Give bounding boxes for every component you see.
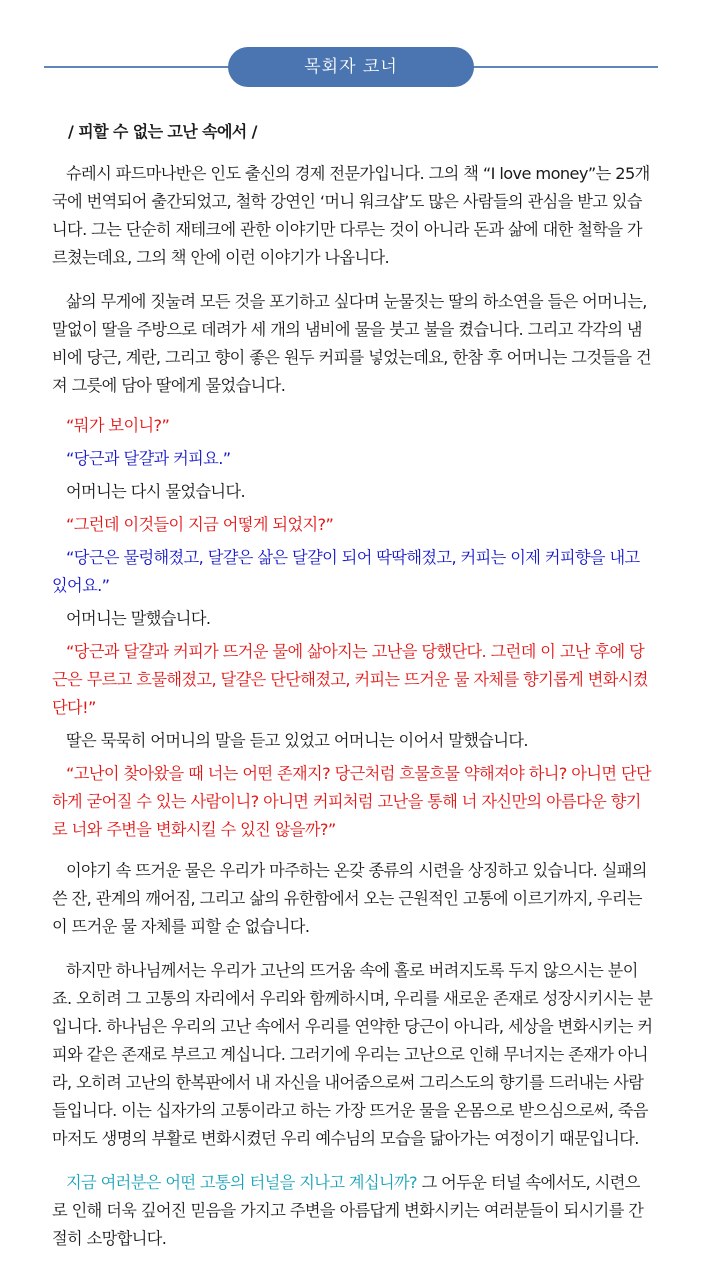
closing-question: 지금 여러분은 어떤 고통의 터널을 지나고 계십니까?: [66, 1173, 418, 1192]
dialogue-mother-speech-2: “고난이 찾아왔을 때 너는 어떤 존재지? 당근처럼 흐물흐물 약해져야 하니? 아니면 단단하게 굳어질 수 있는 사람이니? 아니면 커피처럼 고난을 통해 너 자신만의 아름다운 향기로 너와 주변을 변화시킬 수 있진 않을까?”: [52, 764, 652, 839]
paragraph-meaning: 이야기 속 뜨거운 물은 우리가 마주하는 온갖 종류의 시련을 상징하고 있습니다. 실패의 쓴 잔, 관계의 깨어짐, 그리고 삶의 유한함에서 오는 근원적인 고통에 이르기까지, 우리는 이 뜨거운 물 자체를 피할 순 없습니다.: [52, 861, 647, 936]
narration-1: 어머니는 다시 물었습니다.: [66, 482, 246, 501]
paragraph-closing: [52, 1169, 654, 1253]
narration-2: 어머니는 말했습니다.: [66, 609, 211, 628]
paragraph-intro: 슈레시 파드마나반은 인도 출신의 경제 전문가입니다. 그의 책 “I love money”는 25개국에 번역되어 출간되었고, 철학 강연인 ‘머니 워크샵’도 많은 사람들의 관심을 받고 있습니다. 그는 단순히 재테크에 관한 이야기만 다루는 것이 아니라 돈과 삶에 대한 철학을 가르쳤는데요, 그의 책 안에 이런 이야기가 나옵니다.: [52, 164, 650, 267]
article-subtitle: / 피할 수 없는 고난 속에서 /: [68, 122, 257, 141]
dialogue-mother-question-2: “그런데 이것들이 지금 어떻게 되었지?”: [66, 515, 334, 534]
closing-prayer: 그 어두운 터널 속에서도, 시련으로 인해 더욱 깊어진 믿음을 가지고 주변을 아름답게 변화시키는 여러분들이 되시기를 간절히 소망합니다.: [52, 1173, 644, 1248]
paragraph-god: 하지만 하나님께서는 우리가 고난의 뜨거움 속에 홀로 버려지도록 두지 않으시는 분이죠. 오히려 그 고통의 자리에서 우리와 함께하시며, 우리를 새로운 존재로 성장시키시는 분입니다. 하나님은 우리의 고난 속에서 우리를 연약한 당근이 아니라, 세상을 변화시키는 커피와 같은 존재로 부르고 계십니다. 그러기에 우리는 고난으로 인해 무너지는 존재가 아니라, 오히려 고난의 한복판에서 내 자신을 내어줌으로써 그리스도의 향기를 드러내는 사람들입니다. 이는 십자가의 고통이라고 하는 가장 뜨거운 물을 온몸으로 받으심으로써, 죽음마저도 생명의 부활로 변화시켰던 우리 예수님의 모습을 닮아가는 여정이기 때문입니다.: [52, 961, 653, 1148]
dialogue-mother-question-1: “뭐가 보이니?”: [66, 416, 170, 435]
narration-3: 딸은 묵묵히 어머니의 말을 듣고 있었고 어머니는 이어서 말했습니다.: [66, 731, 528, 750]
dialogue-daughter-answer-2: “당근은 물렁해졌고, 달걀은 삶은 달걀이 되어 딱딱해졌고, 커피는 이제 커피향을 내고 있어요.”: [52, 548, 640, 595]
dialogue-mother-speech-1: “당근과 달걀과 커피가 뜨거운 물에 삶아지는 고난을 당했단다. 그런데 이 고난 후에 당근은 무르고 흐물해졌고, 달걀은 단단해졌고, 커피는 뜨거운 물 자체를 향기롭게 변화시켰단다!”: [52, 642, 648, 717]
dialogue-daughter-answer-1: “당근과 달걀과 커피요.”: [66, 449, 231, 468]
section-title-badge: 목회자 코너: [228, 47, 474, 87]
article-body: [52, 118, 654, 1269]
paragraph-story: 삶의 무게에 짓눌려 모든 것을 포기하고 싶다며 눈물짓는 딸의 하소연을 들은 어머니는, 말없이 딸을 주방으로 데려가 세 개의 냄비에 물을 붓고 불을 켰습니다. 그리고 각각의 냄비에 당근, 계란, 그리고 향이 좋은 원두 커피를 넣었는데요, 한참 후 어머니는 그것들을 건져 그릇에 담아 딸에게 물었습니다.: [52, 292, 652, 395]
